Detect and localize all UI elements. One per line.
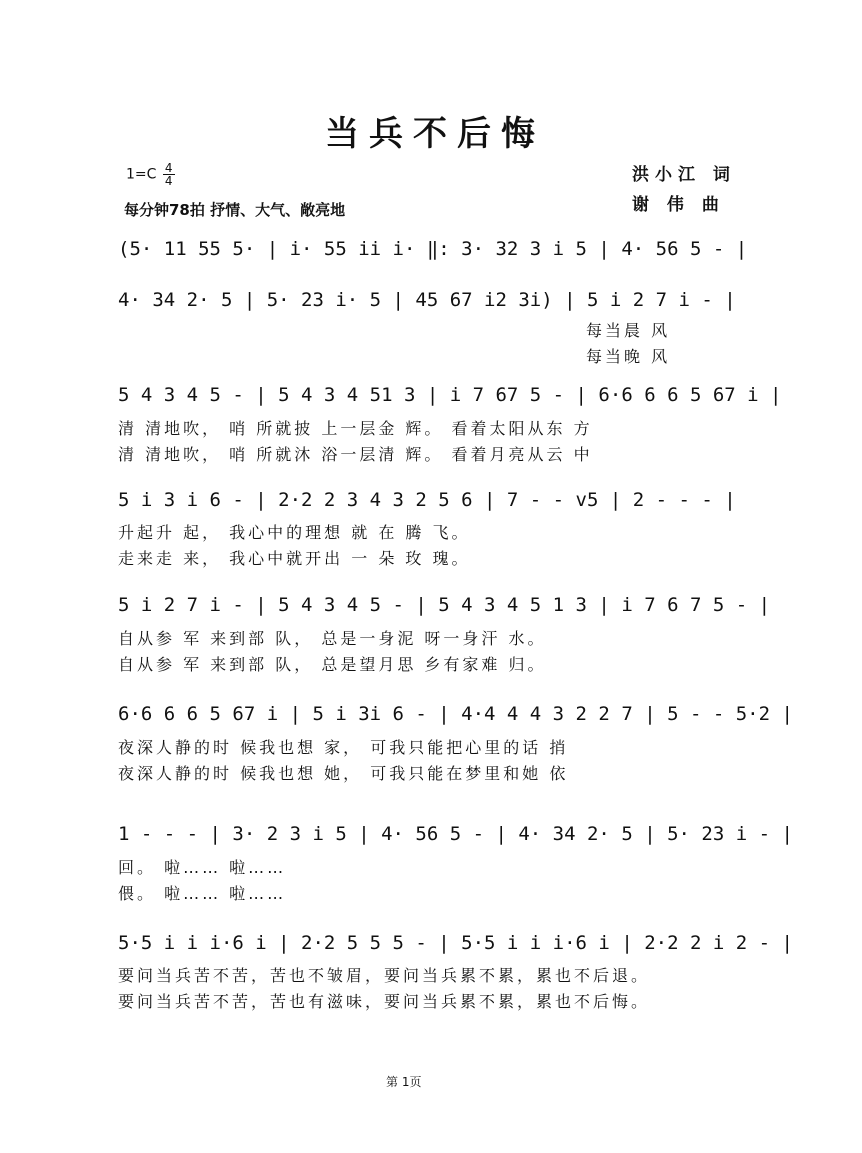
notation-line: 6·6 6 6 5 67 i | 5 i 3i 6 - | 4·4 4 4 3 2 2 7 | 5 - - 5·2 |: [118, 703, 793, 725]
lyricist-credit: 洪小江 词: [632, 165, 736, 185]
notation-line: 5·5 i i i·6 i | 2·2 5 5 5 - | 5·5 i i i·6 i | 2·2 2 i 2 - |: [118, 932, 793, 954]
key-signature: [126, 162, 175, 187]
lyric-line: 每当晚 风: [586, 347, 671, 366]
time-signature: [163, 162, 175, 187]
lyric-line: 走来走 来， 我心中就开出 一 朵 玫 瑰。: [118, 549, 471, 568]
notation-line: (5· 11 55 5· | i· 55 ii i· ‖: 3· 32 3 i 5 | 4· 56 5 - |: [118, 238, 748, 260]
key-label: 1=C: [126, 166, 157, 183]
lyric-line: 要问当兵苦不苦，苦也有滋味，要问当兵累不累，累也不后悔。: [118, 992, 651, 1011]
notation-line: 1 - - - | 3· 2 3 i 5 | 4· 56 5 - | 4· 34 2· 5 | 5· 23 i - |: [118, 823, 793, 845]
lyric-line: 清 清地吹， 哨 所就披 上一层金 辉。 看着太阳从东 方: [118, 419, 593, 438]
lyric-line: 回。 啦…… 啦……: [118, 858, 287, 877]
page-number: 第 1页: [386, 1075, 422, 1089]
lyric-line: 偎。 啦…… 啦……: [118, 884, 287, 903]
lyric-line: 自从参 军 来到部 队， 总是一身泥 呀一身汗 水。: [118, 629, 547, 648]
lyric-line: 夜深人静的时 候我也想 家， 可我只能把心里的话 捎: [118, 738, 569, 757]
song-title: 当兵不后悔: [325, 114, 545, 154]
composer-credit: 谢 伟 曲: [632, 195, 725, 215]
notation-line: 4· 34 2· 5 | 5· 23 i· 5 | 45 67 i2 3i) | 5 i 2 7 i - |: [118, 289, 736, 311]
tempo-marking: 每分钟78拍 抒情、大气、敞亮地: [124, 201, 346, 219]
lyric-line: 升起升 起， 我心中的理想 就 在 腾 飞。: [118, 523, 471, 542]
notation-line: 5 i 3 i 6 - | 2·2 2 3 4 3 2 5 6 | 7 - - v5 | 2 - - - |: [118, 489, 736, 511]
lyric-line: 夜深人静的时 候我也想 她， 可我只能在梦里和她 依: [118, 764, 569, 783]
lyric-line: 要问当兵苦不苦，苦也不皱眉，要问当兵累不累，累也不后退。: [118, 966, 651, 985]
lyric-line: 自从参 军 来到部 队， 总是望月思 乡有家难 归。: [118, 655, 547, 674]
lyric-line: 清 清地吹， 哨 所就沐 浴一层清 辉。 看着月亮从云 中: [118, 445, 593, 464]
notation-line: 5 i 2 7 i - | 5 4 3 4 5 - | 5 4 3 4 5 1 3 | i 7 6 7 5 - |: [118, 594, 771, 616]
lyric-line: 每当晨 风: [586, 321, 671, 340]
time-top: 4: [164, 161, 173, 175]
notation-line: 5 4 3 4 5 - | 5 4 3 4 51 3 | i 7 67 5 - | 6·6 6 6 5 67 i |: [118, 384, 782, 406]
time-bottom: 4: [164, 174, 173, 188]
